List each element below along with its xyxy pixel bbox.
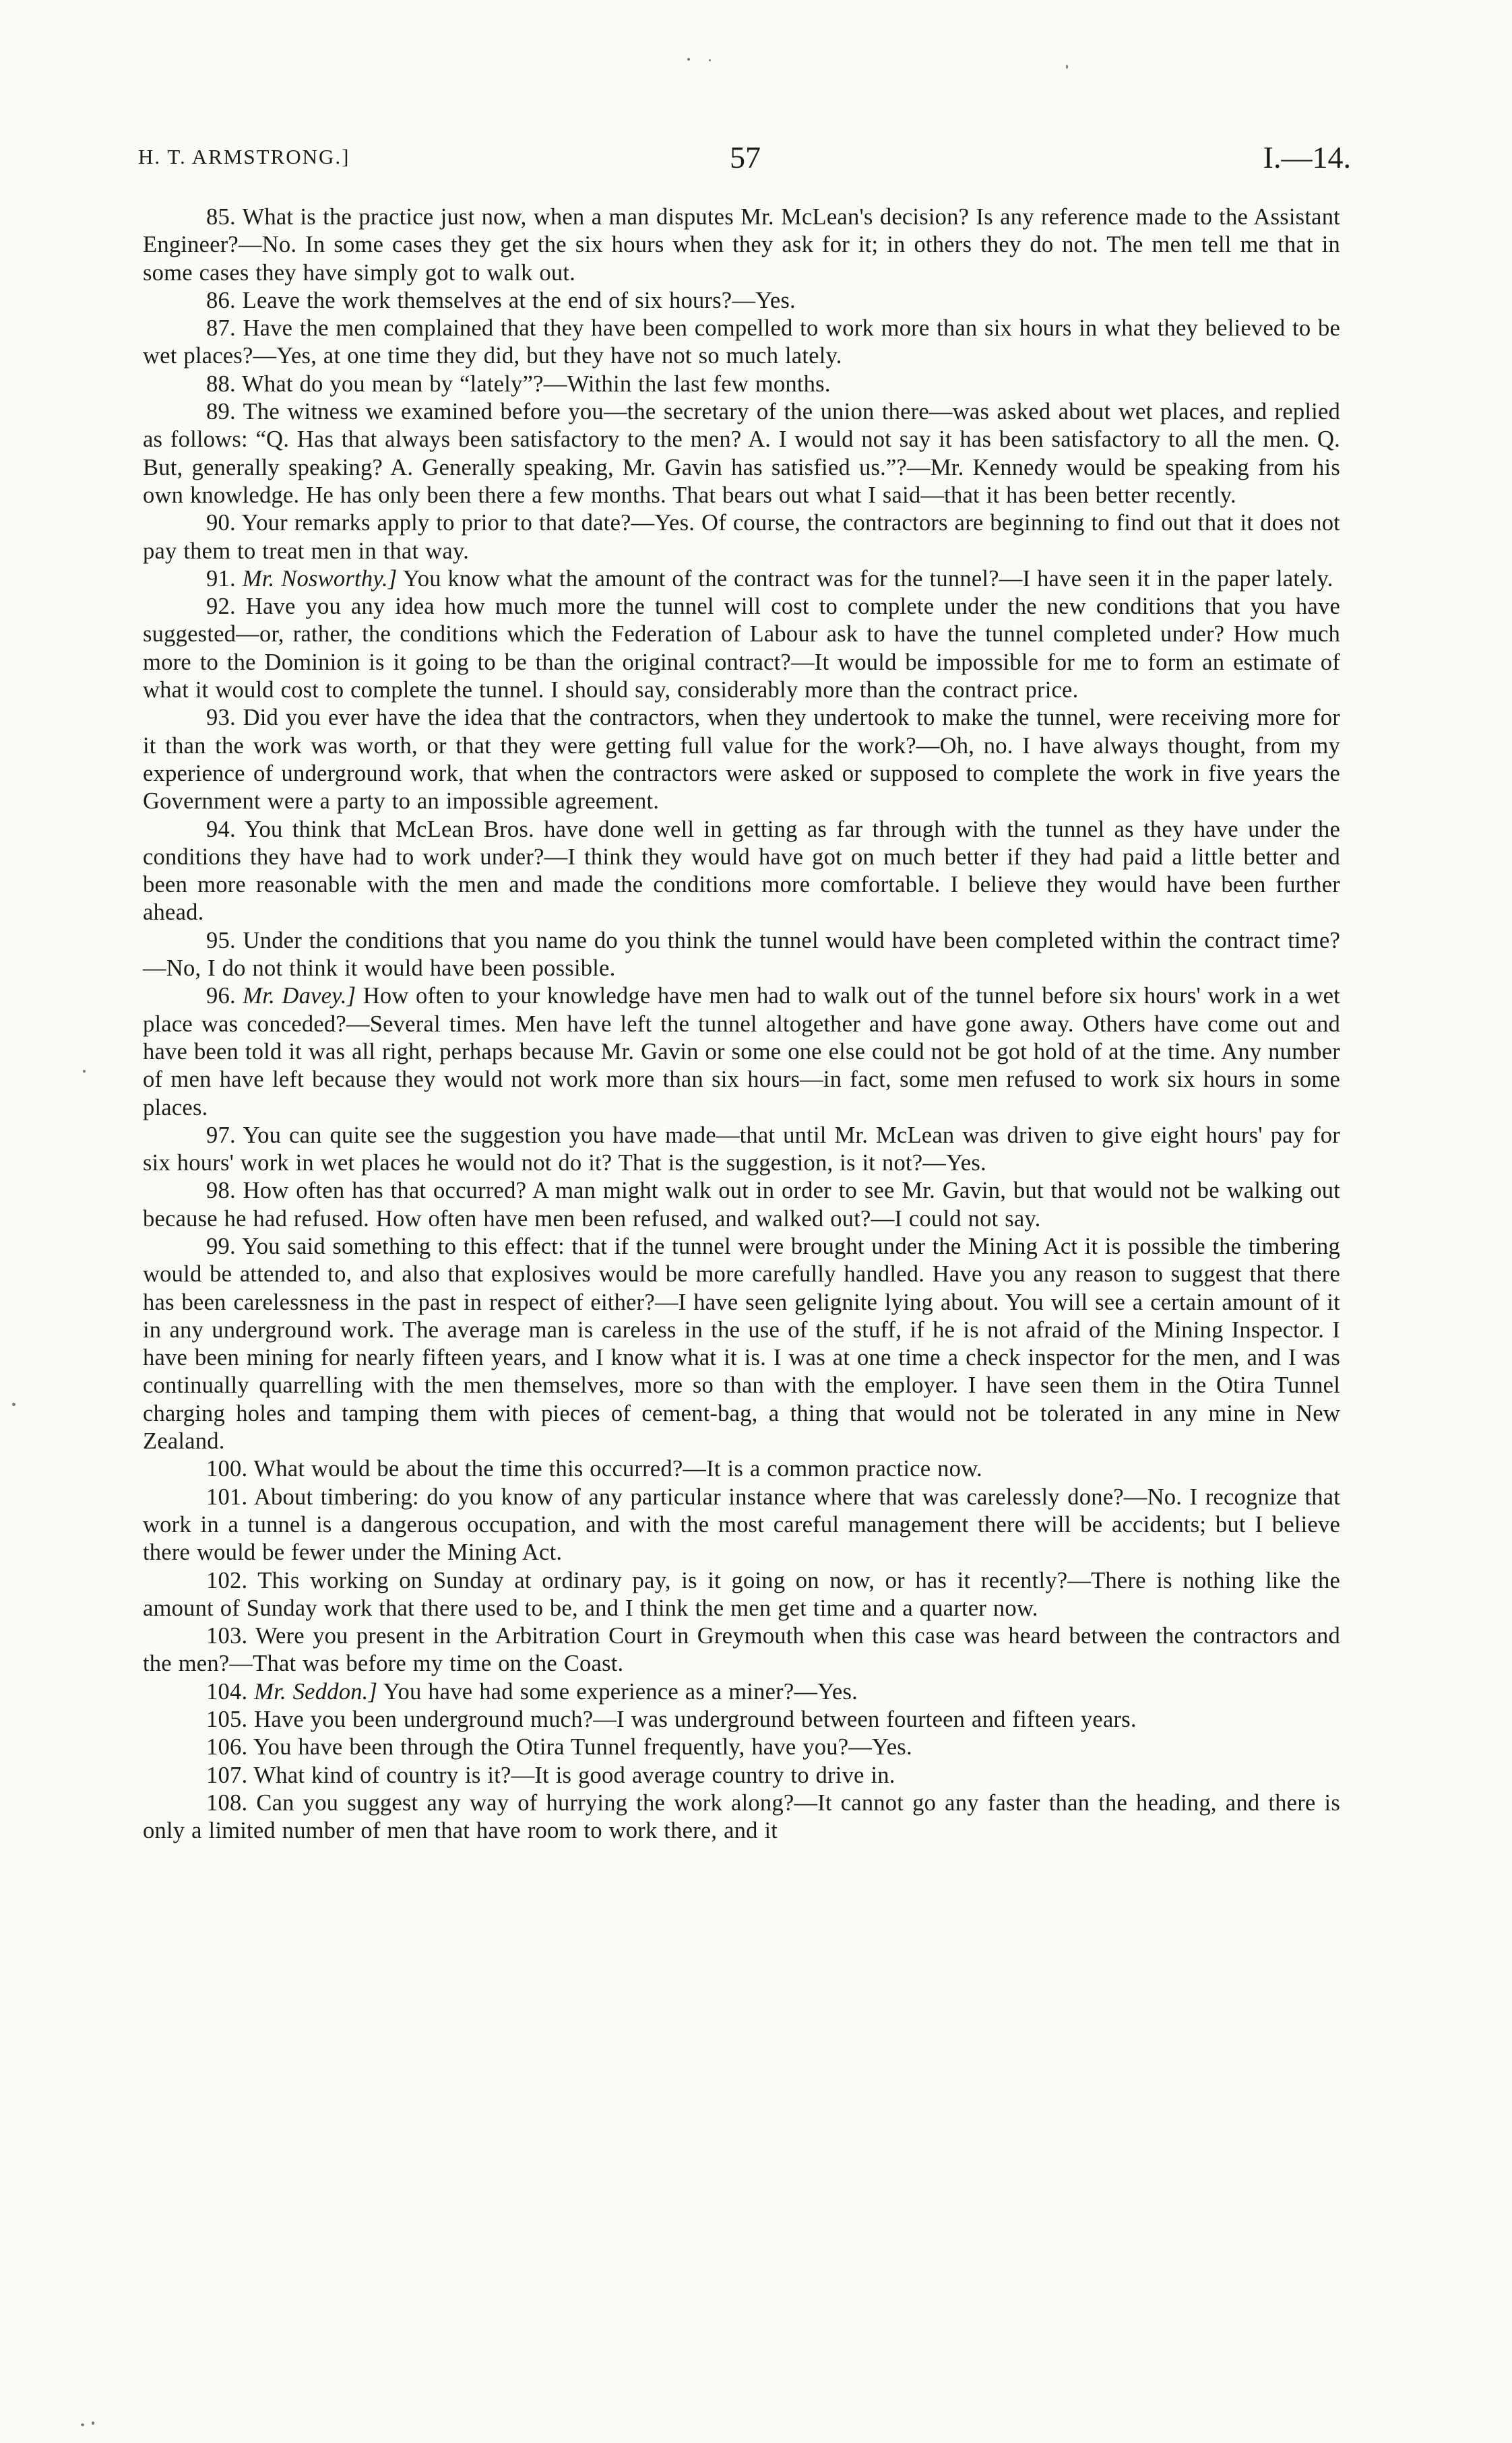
- question-paragraph: [143, 1789, 1340, 1845]
- question-number: 108.: [206, 1789, 248, 1816]
- paragraph-text: Were you present in the Arbitration Court in Greymouth when this case was heard between the contractors and the men?—That was before my time on the Coast.: [143, 1623, 1340, 1677]
- question-paragraph: [143, 704, 1340, 815]
- question-number: 92.: [206, 594, 236, 620]
- question-paragraph: [143, 315, 1340, 371]
- question-number: 103.: [206, 1623, 248, 1649]
- paragraph-text: Did you ever have the idea that the contractors, when they undertook to make the tunnel, were receiving more for it than the work was worth, or that they were getting full value for the work?—Oh, no. I have always thought, from my experience of underground work, that when the contractors were asked or supposed to complete the work in five years the Government were a party to an impossible agreement.: [143, 705, 1340, 815]
- paragraph-text: How often to your knowledge have men had to walk out of the tunnel before six hours' work in a wet place was conceded?—Several times. Men have left the tunnel altogether and have gone away. Others have come out and have been told it was all right, perhaps because Mr. Gavin or some one else could not be got hold of at the time. Any number of men have left because they would not work more than six hours—in fact, some men refused to work six hours in some places.: [143, 983, 1340, 1120]
- paragraph-text: You know what the amount of the contract was for the tunnel?—I have seen it in the paper lately.: [397, 565, 1333, 592]
- paragraph-text: What kind of country is it?—It is good average country to drive in.: [247, 1762, 895, 1788]
- document-reference: I.—14.: [1263, 140, 1351, 174]
- paragraph-text: Have you been underground much?—I was underground between fourteen and fifteen years.: [247, 1707, 1137, 1733]
- question-number: 90.: [206, 510, 236, 536]
- question-number: 101.: [206, 1484, 248, 1510]
- question-paragraph: [143, 816, 1340, 927]
- testimony-body: [143, 203, 1340, 1845]
- paragraph-text: What do you mean by “lately”?—Within the last few months.: [235, 371, 831, 397]
- question-paragraph: [143, 1762, 1340, 1789]
- paragraph-text: You think that McLean Bros. have done well in getting as far through with the tunnel as they have under the conditions they have had to work under?—I think they would have got on much better if they had paid a little better and been more reasonable with the men and made the conditions more comfortable. I believe they would have been further ahead.: [143, 816, 1340, 926]
- paragraph-text: You can quite see the suggestion you have made—that until Mr. McLean was driven to give eight hours' pay for six hours' work in wet places he would not do it? That is the suggestion, is it not?—Yes.: [143, 1122, 1340, 1176]
- paragraph-text: What would be about the time this occurred?—It is a common practice now.: [247, 1456, 982, 1482]
- question-number: 87.: [206, 315, 236, 342]
- paragraph-text: About timbering: do you know of any particular instance where that was carelessly done?—No. I recognize that work in a tunnel is a dangerous occupation, and with the most careful management there will be accidents; but I believe there would be fewer under the Mining Act.: [143, 1484, 1340, 1566]
- question-paragraph: [143, 371, 1340, 398]
- speaker-name: Mr. Seddon.]: [254, 1678, 378, 1705]
- paragraph-text: You have had some experience as a miner?—Yes.: [377, 1678, 858, 1705]
- paragraph-text: What is the practice just now, when a man disputes Mr. McLean's decision? Is any reference made to the Assistant Engineer?—No. In some cases they get the six hours when they ask for it; in others they do not. The men tell me that in some cases they have simply got to walk out.: [143, 204, 1340, 286]
- question-paragraph: [143, 593, 1340, 704]
- question-paragraph: [143, 927, 1340, 983]
- question-number: 96.: [206, 983, 236, 1009]
- speaker-name: Mr. Davey.]: [243, 983, 356, 1009]
- question-number: 100.: [206, 1456, 248, 1482]
- question-paragraph: [143, 287, 1340, 315]
- paragraph-text: You said something to this effect: that if the tunnel were brought under the Mining Act it is possible the timbering would be attended to, and also that explosives would be more carefully handled. Have you any reason to suggest that there has been carelessness in the past in respect of either?—I have seen gelignite lying about. You will see a certain amount of it in any underground work. The average man is careless in the use of the stuff, if he is not afraid of the Mining Inspector. I have been mining for nearly fifteen years, and I know what it is. I was at one time a check inspector for the men, and I was continually quarrelling with the men themselves, more so than with the employer. I have seen them in the Otira Tunnel charging holes and tamping them with pieces of cement-bag, a thing that would not be tolerated in any mine in New Zealand.: [143, 1233, 1340, 1455]
- question-number: 85.: [206, 204, 236, 230]
- paragraph-text: Can you suggest any way of hurrying the work along?—It cannot go any faster than the heading, and there is only a limited number of men that have room to work there, and it: [143, 1789, 1340, 1844]
- question-number: 91.: [206, 565, 236, 592]
- question-paragraph: [143, 1622, 1340, 1678]
- question-paragraph: [143, 1567, 1340, 1623]
- question-paragraph: [143, 398, 1340, 509]
- question-paragraph: [143, 1706, 1340, 1734]
- question-paragraph: [143, 1233, 1340, 1455]
- question-paragraph: [143, 203, 1340, 287]
- paragraph-text: Your remarks apply to prior to that date?—Yes. Of course, the contractors are beginning to find out that it does not pay them to treat men in that way.: [143, 510, 1340, 564]
- question-paragraph: [143, 565, 1340, 593]
- paragraph-text: Under the conditions that you name do you think the tunnel would have been completed within the contract time?—No, I do not think it would have been possible.: [143, 927, 1340, 982]
- question-number: 97.: [206, 1122, 236, 1148]
- speaker-name: Mr. Nosworthy.]: [242, 565, 398, 592]
- question-paragraph: [143, 982, 1340, 1121]
- paragraph-text: You have been through the Otira Tunnel frequently, have you?—Yes.: [247, 1734, 912, 1760]
- page-number: 57: [730, 140, 761, 174]
- question-paragraph: [143, 1122, 1340, 1178]
- witness-name-header: H. T. ARMSTRONG.]: [138, 145, 350, 168]
- paragraph-text: This working on Sunday at ordinary pay, is it going on now, or has it recently?—There is nothing like the amount of Sunday work that there used to be, and I think the men get time and a quarter now.: [143, 1567, 1340, 1621]
- paragraph-text: The witness we examined before you—the secretary of the union there—was asked about wet places, and replied as follows: “Q. Has that always been satisfactory to the men? A. I would not say it has been satisfactory to all the men. Q. But, generally speaking? A. Generally speaking, Mr. Gavin has satisfied us.”?—Mr. Kennedy would be speaking from his own knowledge. He has only been there a few months. That bears out what I said—that it has been better recently.: [143, 399, 1340, 508]
- paragraph-text: Have you any idea how much more the tunnel will cost to complete under the new conditions that you have suggested—or, rather, the conditions which the Federation of Labour ask to have the tunnel completed under? How much more to the Dominion is it going to be than the original contract?—It would be impossible for me to form an estimate of what it would cost to complete the tunnel. I should say, considerably more than the contract price.: [143, 594, 1340, 703]
- question-paragraph: [143, 1734, 1340, 1761]
- page-header: [138, 139, 1351, 180]
- question-paragraph: [143, 1678, 1340, 1706]
- question-paragraph: [143, 1455, 1340, 1483]
- paragraph-text: How often has that occurred? A man might walk out in order to see Mr. Gavin, but that would not be walking out because he had refused. How often have men been refused, and walked out?—I could not say.: [143, 1178, 1340, 1232]
- question-number: 94.: [206, 816, 236, 842]
- question-number: 106.: [206, 1734, 248, 1760]
- question-number: 98.: [206, 1178, 236, 1204]
- paragraph-text: Have the men complained that they have been compelled to work more than six hours in what they believed to be wet places?—Yes, at one time they did, but they have not so much lately.: [143, 315, 1340, 369]
- question-number: 104.: [206, 1678, 248, 1705]
- question-paragraph: [143, 1177, 1340, 1233]
- question-paragraph: [143, 509, 1340, 565]
- question-number: 88.: [206, 371, 236, 397]
- question-number: 89.: [206, 399, 236, 425]
- paragraph-text: Leave the work themselves at the end of six hours?—Yes.: [235, 287, 796, 313]
- question-number: 86.: [206, 287, 236, 313]
- question-number: 95.: [206, 927, 236, 953]
- question-number: 93.: [206, 705, 236, 731]
- question-number: 102.: [206, 1567, 248, 1593]
- question-number: 105.: [206, 1707, 248, 1733]
- question-number: 107.: [206, 1762, 248, 1788]
- question-paragraph: [143, 1484, 1340, 1567]
- question-number: 99.: [206, 1233, 236, 1259]
